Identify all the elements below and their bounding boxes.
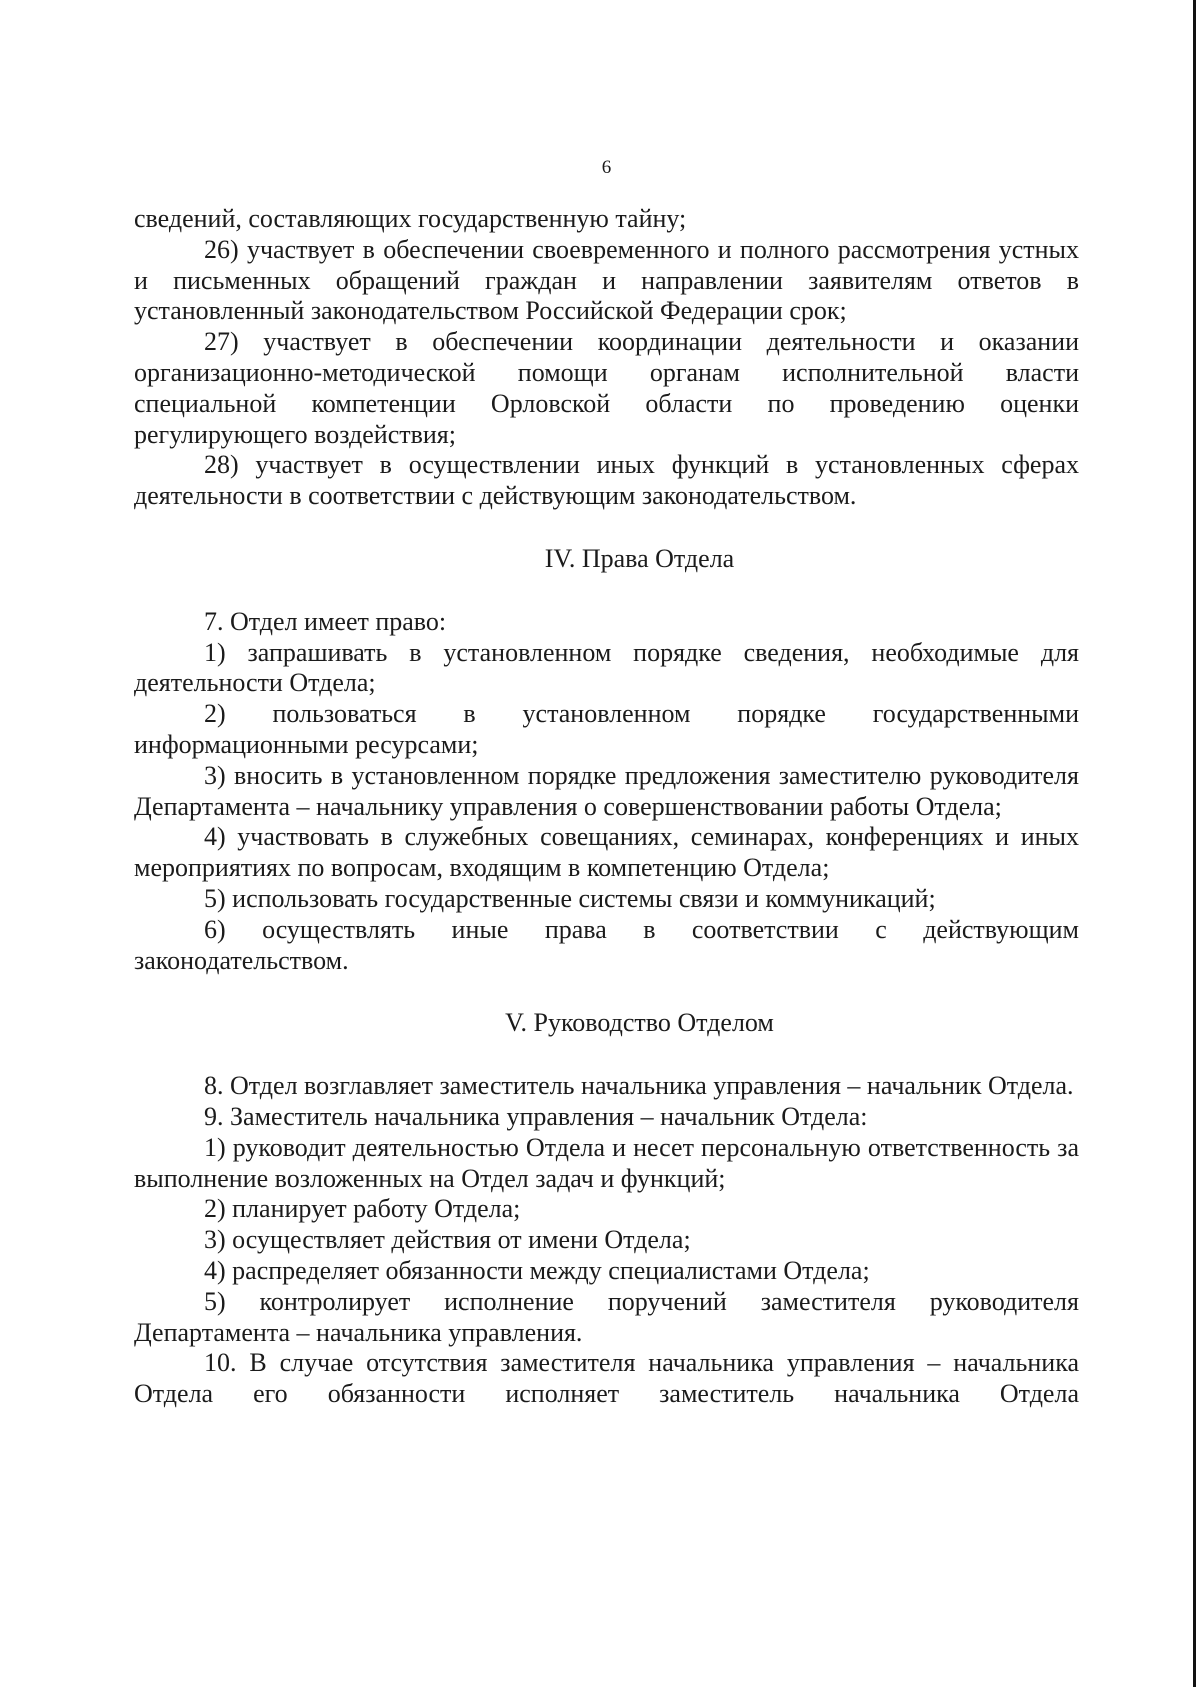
paragraph-right-2: 2) пользоваться в установленном порядке государственными информационными ресурсами;: [134, 699, 1079, 759]
paragraph-duty-4: 4) распределяет обязанности между специалистами Отдела;: [204, 1255, 870, 1285]
paragraph-right-4: 4) участвовать в служебных совещаниях, семинарах, конференциях и иных мероприятиях по вопросам, входящим в компетенцию Отдела;: [134, 822, 1079, 883]
paragraph-right-3: 3) вносить в установленном порядке предложения заместителю руководителя Департамента – начальнику управления о совершенствовании работы Отдела;: [134, 760, 1079, 821]
paragraph-right-1: 1) запрашивать в установленном порядке сведения, необходимые для деятельности Отдела;: [134, 637, 1079, 698]
section-heading-management: V. Руководство Отделом: [505, 1008, 774, 1038]
paragraph-duty-5: 5) контролирует исполнение поручений заместителя руководителя Департамента – начальника управления.: [134, 1286, 1079, 1347]
section-heading-rights: IV. Права Отдела: [544, 543, 735, 573]
paragraph-duty-3: 3) осуществляет действия от имени Отдела;: [204, 1225, 691, 1255]
document-body: [134, 204, 1079, 1410]
paragraph-clause-10: 10. В случае отсутствия заместителя начальника управления – начальника Отдела его обязанности исполняет заместитель начальника Отдела: [134, 1348, 1079, 1409]
paragraph-right-5: 5) использовать государственные системы связи и коммуникаций;: [204, 883, 936, 913]
paragraph-clause-9: 9. Заместитель начальника управления – начальник Отдела:: [204, 1101, 868, 1131]
scan-edge-line: [1193, 0, 1196, 1687]
paragraph-clause-8: 8. Отдел возглавляет заместитель начальника управления – начальник Отдела.: [204, 1071, 1074, 1101]
paragraph-continuation: сведений, составляющих государственную тайну;: [134, 204, 687, 233]
paragraph-clause-7: 7. Отдел имеет право:: [204, 606, 447, 636]
paragraph-item-26: 26) участвует в обеспечении своевременного и полного рассмотрения устных и письменных обращений граждан и направлении заявителям ответов в установленный законодательством Российской Федерации срок;: [134, 234, 1079, 326]
paragraph-right-6: 6) осуществлять иные права в соответствии с действующим законодательством.: [134, 914, 1079, 975]
page-number: 6: [601, 157, 612, 178]
paragraph-duty-1: 1) руководит деятельностью Отдела и несет персональную ответственность за выполнение возложенных на Отдел задач и функций;: [134, 1132, 1079, 1193]
paragraph-duty-2: 2) планирует работу Отдела;: [204, 1194, 521, 1224]
paragraph-item-27: 27) участвует в обеспечении координации деятельности и оказании организационно-методической помощи органам исполнительной власти специальной компетенции Орловской области по проведению оценки регулирующего воздействия;: [134, 327, 1079, 449]
paragraph-item-28: 28) участвует в осуществлении иных функций в установленных сферах деятельности в соответствии с действующим законодательством.: [134, 450, 1079, 511]
